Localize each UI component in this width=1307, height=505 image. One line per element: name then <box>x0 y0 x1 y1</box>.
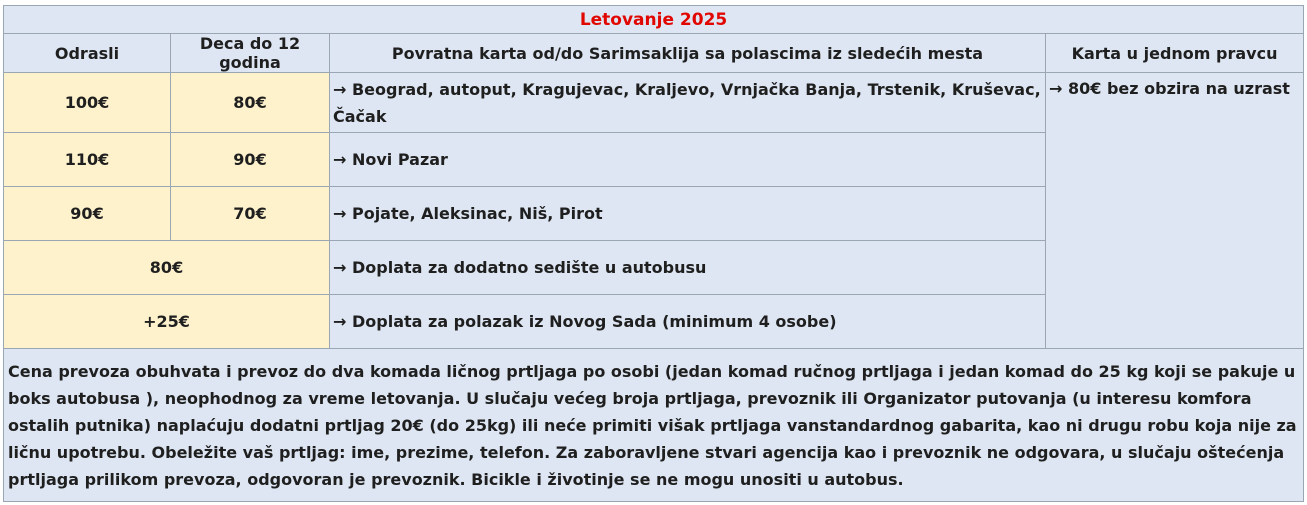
header-adults: Odrasli <box>4 34 171 73</box>
price-adults: 100€ <box>4 73 171 133</box>
price-adults: 110€ <box>4 133 171 187</box>
header-children: Deca do 12 godina <box>171 34 330 73</box>
price-table <box>3 5 1304 502</box>
route-text: → Novi Pazar <box>330 133 1046 187</box>
header-return-ticket: Povratna karta od/do Sarimsaklija sa polascima iz sledećih mesta <box>330 34 1046 73</box>
route-text: → Doplata za polazak iz Novog Sada (minimum 4 osobe) <box>330 295 1046 349</box>
table-title: Letovanje 2025 <box>4 6 1304 34</box>
surcharge-price: 80€ <box>4 241 330 295</box>
price-children: 70€ <box>171 187 330 241</box>
price-children: 90€ <box>171 133 330 187</box>
surcharge-price: +25€ <box>4 295 330 349</box>
route-text: → Pojate, Aleksinac, Niš, Pirot <box>330 187 1046 241</box>
table-row <box>4 73 1304 133</box>
one-way-price: → 80€ bez obzira na uzrast <box>1046 73 1304 349</box>
price-adults: 90€ <box>4 187 171 241</box>
footer-note: Cena prevoza obuhvata i prevoz do dva komada ličnog prtljaga po osobi (jedan komad ručnog prtljaga i jedan komad do 25 kg koji se pakuje u boks autobusa ), neophodnog za vreme letovanja. U slučaju većeg broja prtljaga, prevoznik ili Organizator putovanja (u interesu komfora ostalih putnika) naplaćuju dodatni prtljag 20€ (do 25kg) ili neće primiti višak prtljaga vanstandardnog gabarita, kao ni drugu robu koja nije za ličnu upotrebu. Obeležite vaš prtljag: ime, prezime, telefon. Za zaboravljene stvari agencija kao i prevoznik ne odgovara, u slučaju oštećenja prtljaga prilikom prevoza, odgovoran je prevoznik. Bicikle i životinje se ne mogu unositi u autobus. <box>4 349 1304 502</box>
route-text: → Beograd, autoput, Kragujevac, Kraljevo, Vrnjačka Banja, Trstenik, Kruševac, Čačak <box>330 73 1046 133</box>
price-children: 80€ <box>171 73 330 133</box>
header-one-way: Karta u jednom pravcu <box>1046 34 1304 73</box>
route-text: → Doplata za dodatno sedište u autobusu <box>330 241 1046 295</box>
